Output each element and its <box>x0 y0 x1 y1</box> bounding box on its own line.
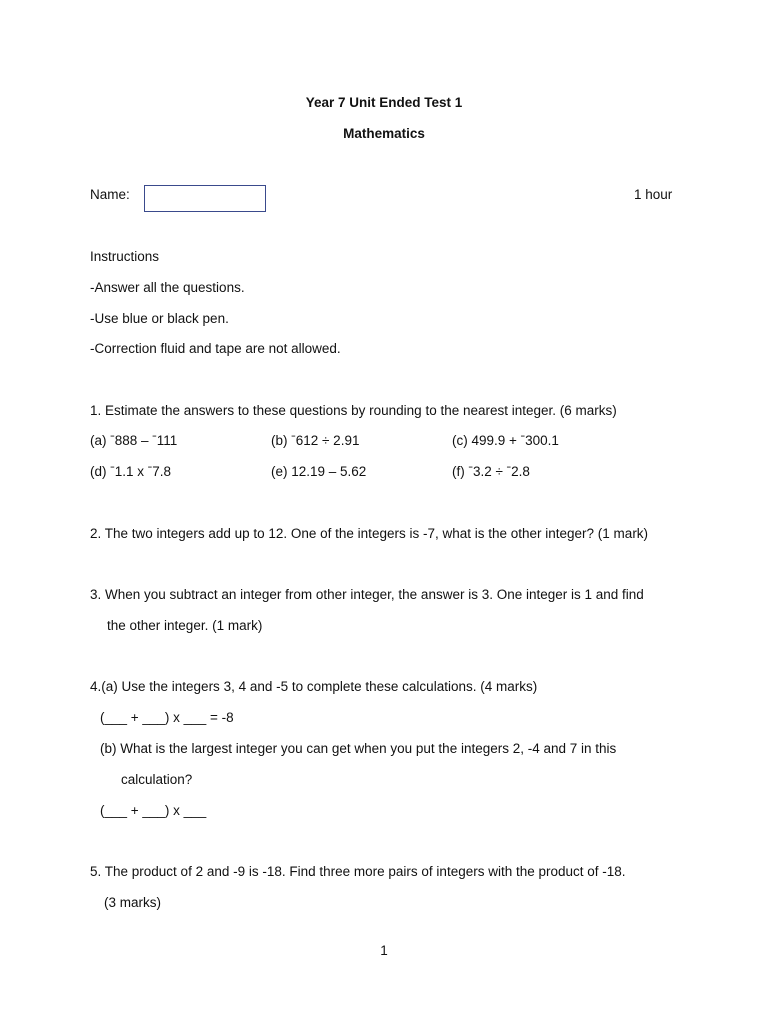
question-1a: (a) ˉ888 – ˉ111 <box>90 433 178 448</box>
question-1e: (e) 12.19 – 5.62 <box>271 464 367 479</box>
question-1-prompt: 1. Estimate the answers to these questions by rounding to the nearest integer. (6 marks) <box>90 403 617 418</box>
question-1c: (c) 499.9 + ˉ300.1 <box>452 433 559 448</box>
question-4b-line-1: (b) What is the largest integer you can get when you put the integers 2, -4 and 7 in this <box>100 741 617 756</box>
question-3-line-2: the other integer. (1 mark) <box>107 618 263 633</box>
test-title: Year 7 Unit Ended Test 1 <box>305 95 463 110</box>
question-4a-prompt: 4.(a) Use the integers 3, 4 and -5 to complete these calculations. (4 marks) <box>90 679 538 694</box>
question-4a-calculation: (___ + ___) x ___ = -8 <box>100 710 234 725</box>
question-5-line-2: (3 marks) <box>104 895 161 910</box>
question-1b: (b) ˉ612 ÷ 2.91 <box>271 433 360 448</box>
instruction-item: -Use blue or black pen. <box>90 311 229 326</box>
question-1d: (d) ˉ1.1 x ˉ7.8 <box>90 464 172 479</box>
name-label: Name: <box>90 187 130 202</box>
instruction-item: -Correction fluid and tape are not allowed. <box>90 341 341 356</box>
instruction-item: -Answer all the questions. <box>90 280 245 295</box>
name-field[interactable] <box>144 185 266 212</box>
question-5-line-1: 5. The product of 2 and -9 is -18. Find three more pairs of integers with the product of -18. <box>90 864 626 879</box>
question-1f: (f) ˉ3.2 ÷ ˉ2.8 <box>452 464 530 479</box>
page-number: 1 <box>380 943 388 958</box>
question-3-line-1: 3. When you subtract an integer from other integer, the answer is 3. One integer is 1 and find <box>90 587 644 602</box>
instructions-heading: Instructions <box>90 249 160 264</box>
question-2-prompt: 2. The two integers add up to 12. One of the integers is -7, what is the other integer? (1 mark) <box>90 526 649 541</box>
question-4b-line-2: calculation? <box>121 772 193 787</box>
subject-title: Mathematics <box>343 126 425 141</box>
question-4b-calculation: (___ + ___) x ___ <box>100 803 207 818</box>
duration-label: 1 hour <box>634 187 673 202</box>
